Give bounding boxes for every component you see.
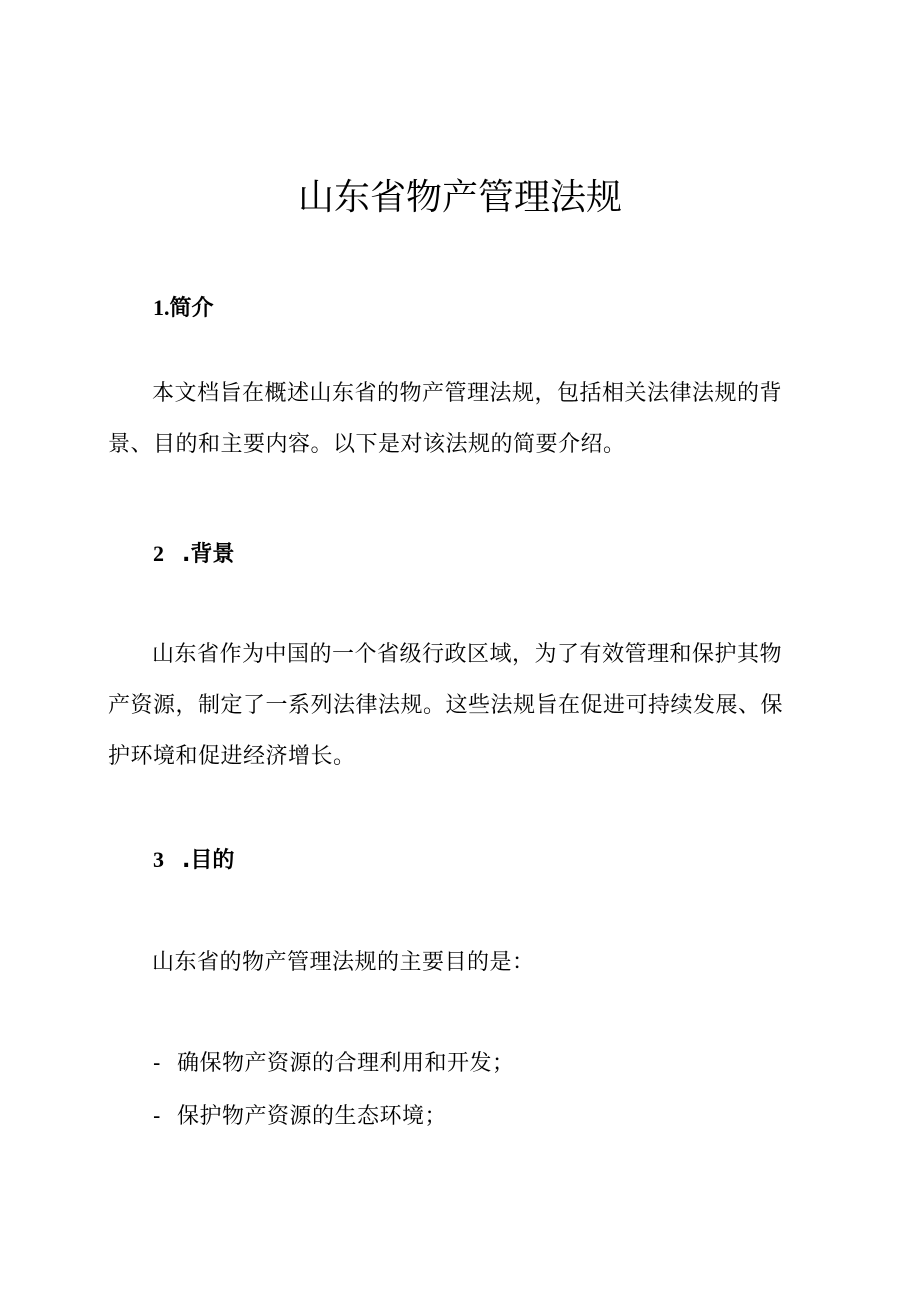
- list-item: [153, 1047, 515, 1081]
- section-heading-background: [153, 537, 234, 572]
- section-number: 3: [153, 847, 164, 872]
- paragraph-intro: [108, 377, 782, 462]
- list-marker: -: [153, 1104, 161, 1129]
- document-title: 山东省物产管理法规: [297, 177, 622, 218]
- section-number: 2: [153, 541, 164, 566]
- paragraph-line: 本文档旨在概述山东省的物产管理法规，包括相关法律法规的背: [152, 381, 783, 406]
- paragraph-line: 山东省作为中国的一个省级行政区域，为了有效管理和保护其物: [152, 642, 783, 667]
- section-number: 1.: [153, 295, 170, 320]
- list-marker: -: [153, 1051, 161, 1076]
- paragraph-background: [108, 638, 783, 774]
- paragraph-line: 景、目的和主要内容。以下是对该法规的简要介绍。: [108, 432, 626, 457]
- list-item-text: 确保物产资源的合理利用和开发；: [177, 1051, 515, 1076]
- list-item-text: 保护物产资源的生态环境；: [177, 1104, 448, 1129]
- section-heading-purpose: [153, 843, 234, 878]
- section-title: 简介: [169, 296, 214, 321]
- paragraph-line: 产资源，制定了一系列法律法规。这些法规旨在促进可持续发展、保: [108, 693, 784, 718]
- paragraph-line: 护环境和促进经济增长。: [108, 744, 356, 769]
- list-item: [153, 1100, 447, 1134]
- section-heading-intro: [153, 291, 214, 326]
- section-title: .目的: [182, 848, 235, 873]
- paragraph-purpose: [108, 946, 535, 980]
- paragraph-line: 山东省的物产管理法规的主要目的是：: [152, 950, 535, 975]
- section-title: .背景: [182, 542, 235, 567]
